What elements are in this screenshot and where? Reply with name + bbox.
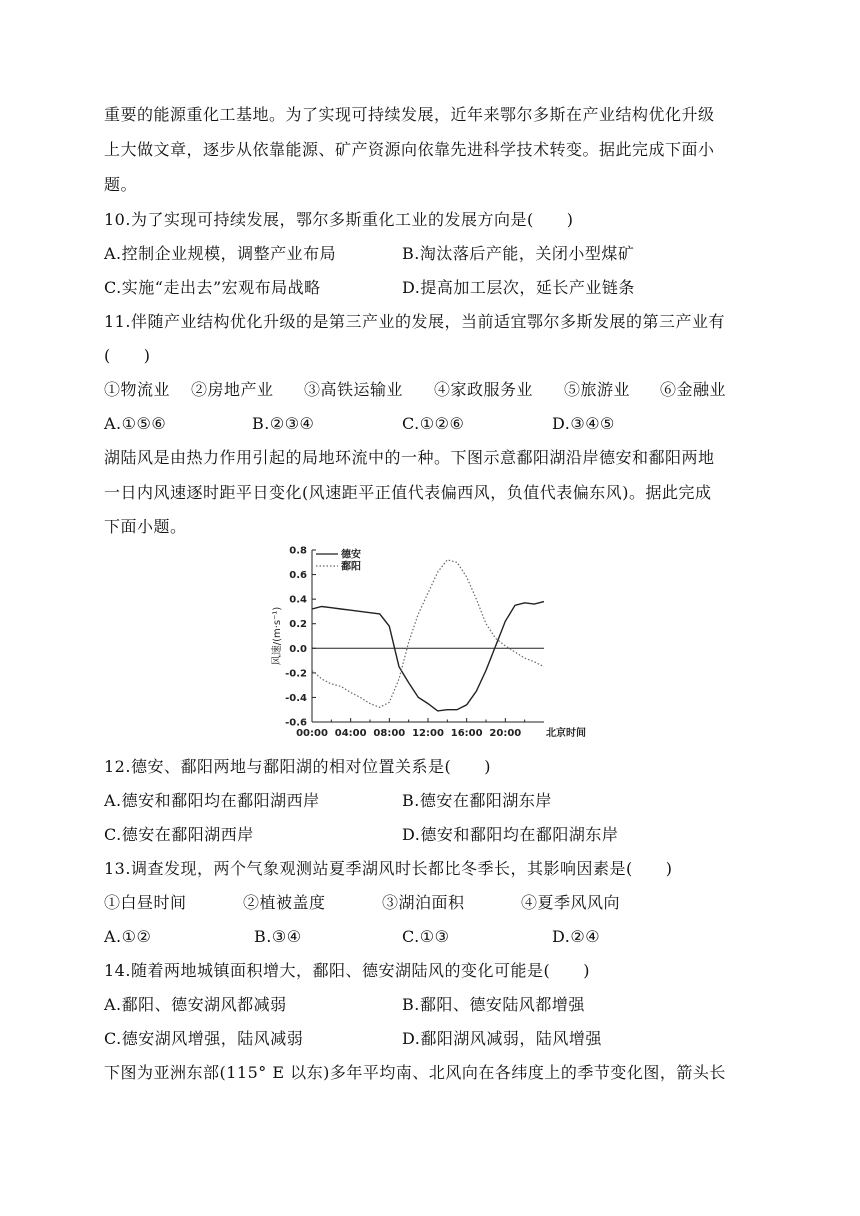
y-tick-label: -0.6 xyxy=(285,717,307,729)
q12-option-d: D.德安和鄱阳均在鄱阳湖东岸 xyxy=(402,825,619,844)
q12-option-c: C.德安在鄱阳湖西岸 xyxy=(104,825,254,844)
q14-option-c: C.德安湖风增强，陆风减弱 xyxy=(104,1029,304,1048)
x-tick-label: 16:00 xyxy=(450,728,483,739)
wind-anomaly-chart xyxy=(270,540,590,746)
q12-option-b: B.德安在鄱阳湖东岸 xyxy=(402,791,552,810)
q11-item: ①物流业 xyxy=(104,380,171,399)
q11-option-d: D.③④⑤ xyxy=(552,414,615,433)
q12-option-a: A.德安和鄱阳均在鄱阳湖西岸 xyxy=(104,791,320,810)
q13-item: ①白昼时间 xyxy=(104,893,187,912)
question-11-stem-cont: ( ) xyxy=(104,346,151,365)
q10-option-d: D.提高加工层次，延长产业链条 xyxy=(402,278,635,297)
q13-item: ③湖泊面积 xyxy=(382,893,465,912)
q14-option-b: B.鄱阳、德安陆风都增强 xyxy=(402,995,585,1014)
question-13-stem: 13.调查发现，两个气象观测站夏季湖风时长都比冬季长，其影响因素是( ) xyxy=(104,859,673,878)
series-line-dean xyxy=(312,602,544,711)
passage-line: 一日内风速逐时距平日变化(风速距平正值代表偏西风，负值代表偏东风)。据此完成 xyxy=(104,483,712,502)
q10-option-b: B.淘汰落后产能，关闭小型煤矿 xyxy=(402,244,635,263)
legend-label: 德安 xyxy=(341,549,361,561)
y-tick-label: 0.2 xyxy=(289,619,307,631)
x-tick-label: 04:00 xyxy=(334,728,367,739)
series-line-poyang xyxy=(312,560,544,708)
q11-item: ②房地产业 xyxy=(191,380,274,399)
y-tick-label: -0.4 xyxy=(285,692,307,704)
q14-option-d: D.鄱阳湖风减弱，陆风增强 xyxy=(402,1029,602,1048)
question-10-stem: 10.为了实现可持续发展，鄂尔多斯重化工业的发展方向是( ) xyxy=(104,210,574,229)
y-tick-label: -0.2 xyxy=(285,668,307,680)
passage-line: 上大做文章，逐步从依靠能源、矿产资源向依靠先进科学技术转变。据此完成下面小 xyxy=(104,140,715,159)
q11-item: ⑥金融业 xyxy=(660,380,727,399)
x-axis-label: 北京时间 xyxy=(546,728,586,739)
q13-item: ④夏季风风向 xyxy=(521,893,621,912)
y-axis-label: 风速/(m·s⁻¹) xyxy=(272,606,283,666)
q10-option-a: A.控制企业规模，调整产业布局 xyxy=(104,244,337,263)
q11-item: ⑤旅游业 xyxy=(564,380,631,399)
legend-label: 鄱阳 xyxy=(341,561,361,573)
question-14-stem: 14.随着两地城镇面积增大，鄱阳、德安湖陆风的变化可能是( ) xyxy=(104,961,590,980)
q13-item: ②植被盖度 xyxy=(243,893,326,912)
passage-line: 下面小题。 xyxy=(104,517,187,536)
q11-item: ④家政服务业 xyxy=(434,380,534,399)
y-tick-label: 0.0 xyxy=(289,643,307,655)
y-tick-label: 0.4 xyxy=(289,594,307,606)
passage-line: 湖陆风是由热力作用引起的局地环流中的一种。下图示意鄱阳湖沿岸德安和鄱阳两地 xyxy=(104,448,715,467)
passage-line: 下图为亚洲东部(115° E 以东)多年平均南、北风向在各纬度上的季节变化图，箭头长 xyxy=(104,1063,726,1082)
question-12-stem: 12.德安、鄱阳两地与鄱阳湖的相对位置关系是( ) xyxy=(104,757,491,776)
x-tick-label: 00:00 xyxy=(296,728,328,739)
q10-option-c: C.实施“走出去”宏观布局战略 xyxy=(104,278,321,297)
q13-option-a: A.①② xyxy=(104,927,152,946)
q11-option-a: A.①⑤⑥ xyxy=(104,414,167,433)
y-tick-label: 0.6 xyxy=(289,570,307,582)
passage-line: 重要的能源重化工基地。为了实现可持续发展，近年来鄂尔多斯在产业结构优化升级 xyxy=(104,105,715,124)
passage-line: 题。 xyxy=(104,175,138,194)
x-tick-label: 20:00 xyxy=(489,728,522,739)
question-11-stem: 11.伴随产业结构优化升级的是第三产业的发展，当前适宜鄂尔多斯发展的第三产业有 xyxy=(104,312,725,331)
q11-item: ③高铁运输业 xyxy=(304,380,404,399)
q13-option-d: D.②④ xyxy=(552,927,601,946)
q13-option-b: B.③④ xyxy=(254,927,302,946)
q13-option-c: C.①③ xyxy=(402,927,450,946)
y-tick-label: 0.8 xyxy=(289,545,307,557)
q14-option-a: A.鄱阳、德安湖风都减弱 xyxy=(104,995,287,1014)
q11-option-b: B.②③④ xyxy=(252,414,315,433)
q11-option-c: C.①②⑥ xyxy=(402,414,465,433)
x-tick-label: 12:00 xyxy=(412,728,444,739)
x-tick-label: 08:00 xyxy=(373,728,406,739)
